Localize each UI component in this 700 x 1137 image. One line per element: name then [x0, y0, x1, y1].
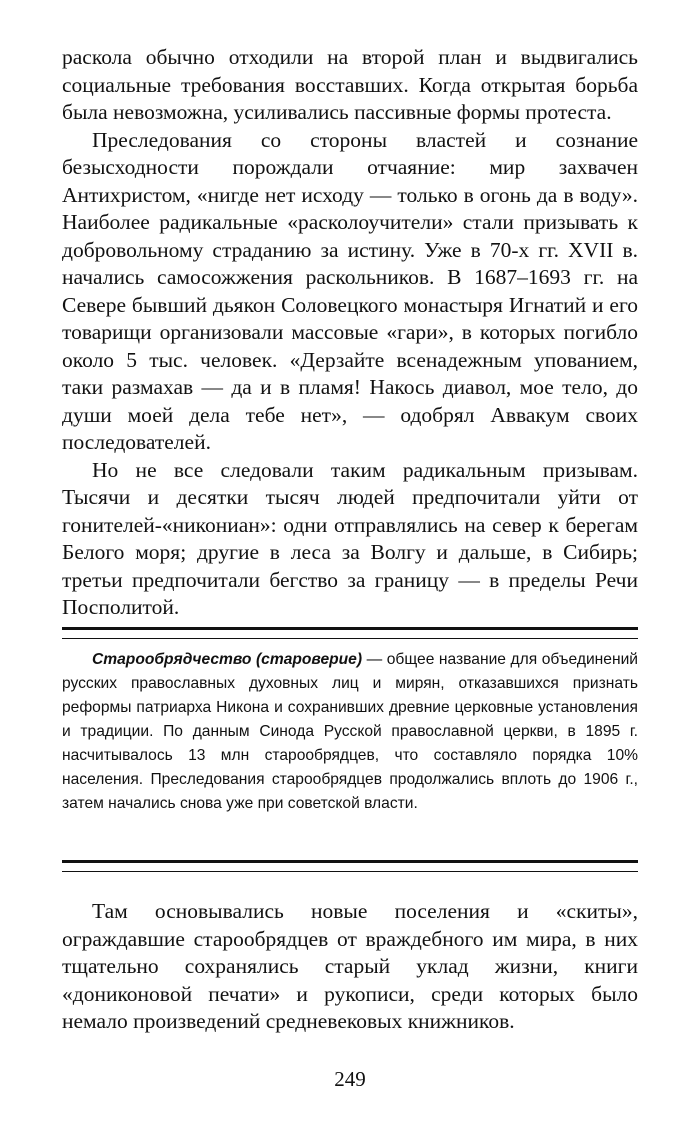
paragraph-2: Преследования со стороны властей и сознание безысходности порождали отчаяние: мир захвачен Антихристом, «нигде нет исходу — только в огонь да в воду». Наиболее радикальные «расколоучители» стали призывать к добровольному страданию за истину. Уже в 70-х гг. XVII в. начались самосожжения раскольников. В 1687–1693 гг. на Севере бывший дьякон Соловецкого монастыря Игнатий и его товарищи организовали массовые «гари», в которых погибло около 5 тыс. человек. «Дерзайте всенадежным упованием, таки размахав — да и в пламя! Накось диавол, мое тело, до души моей дела тебе нет», — одобрял Аввакум своих последователей. — [62, 127, 638, 454]
paragraph-4: Там основывались новые поселения и «скиты», ограждавшие старообрядцев от враждебного им мира, в них тщательно сохранялись старый уклад жизни, книги «дониконовой печати» и рукописи, среди которых было немало произведений средневековых книжников. — [62, 899, 638, 1033]
definition-term: Старообрядчество (староверие) — [92, 651, 363, 668]
bottom-text — [62, 898, 638, 1036]
sidebar-bottom-rule — [62, 860, 638, 872]
main-text — [62, 44, 638, 622]
page-number: 249 — [334, 1067, 366, 1091]
definition-text: — общее название для объединений русских православных духовных лиц и мирян, отказавшихся признать реформы патриарха Никона и сохранивших древние церковные установления и традиции. По данным Синода Русской православной церкви, в 1895 г. насчитывалось 13 млн старообрядцев, что составляло порядка 10% населения. Преследования старообрядцев продолжались вплоть до 1906 г., затем начались снова уже при советской власти. — [62, 651, 638, 812]
definition-paragraph — [62, 648, 638, 816]
definition-sidebar — [62, 648, 638, 816]
paragraph-1: раскола обычно отходили на второй план и выдвигались социальные требования восставших. Когда открытая борьба была невозможна, усиливались пассивные формы протеста. — [62, 45, 638, 124]
sidebar-top-rule — [62, 627, 638, 639]
paragraph-3: Но не все следовали таким радикальным призывам. Тысячи и десятки тысяч людей предпочитали уйти от гонителей-«никониан»: одни отправлялись на север к берегам Белого моря; другие в леса за Волгу и дальше, в Сибирь; третьи предпочитали бегство за границу — в пределы Речи Посполитой. — [62, 457, 638, 619]
